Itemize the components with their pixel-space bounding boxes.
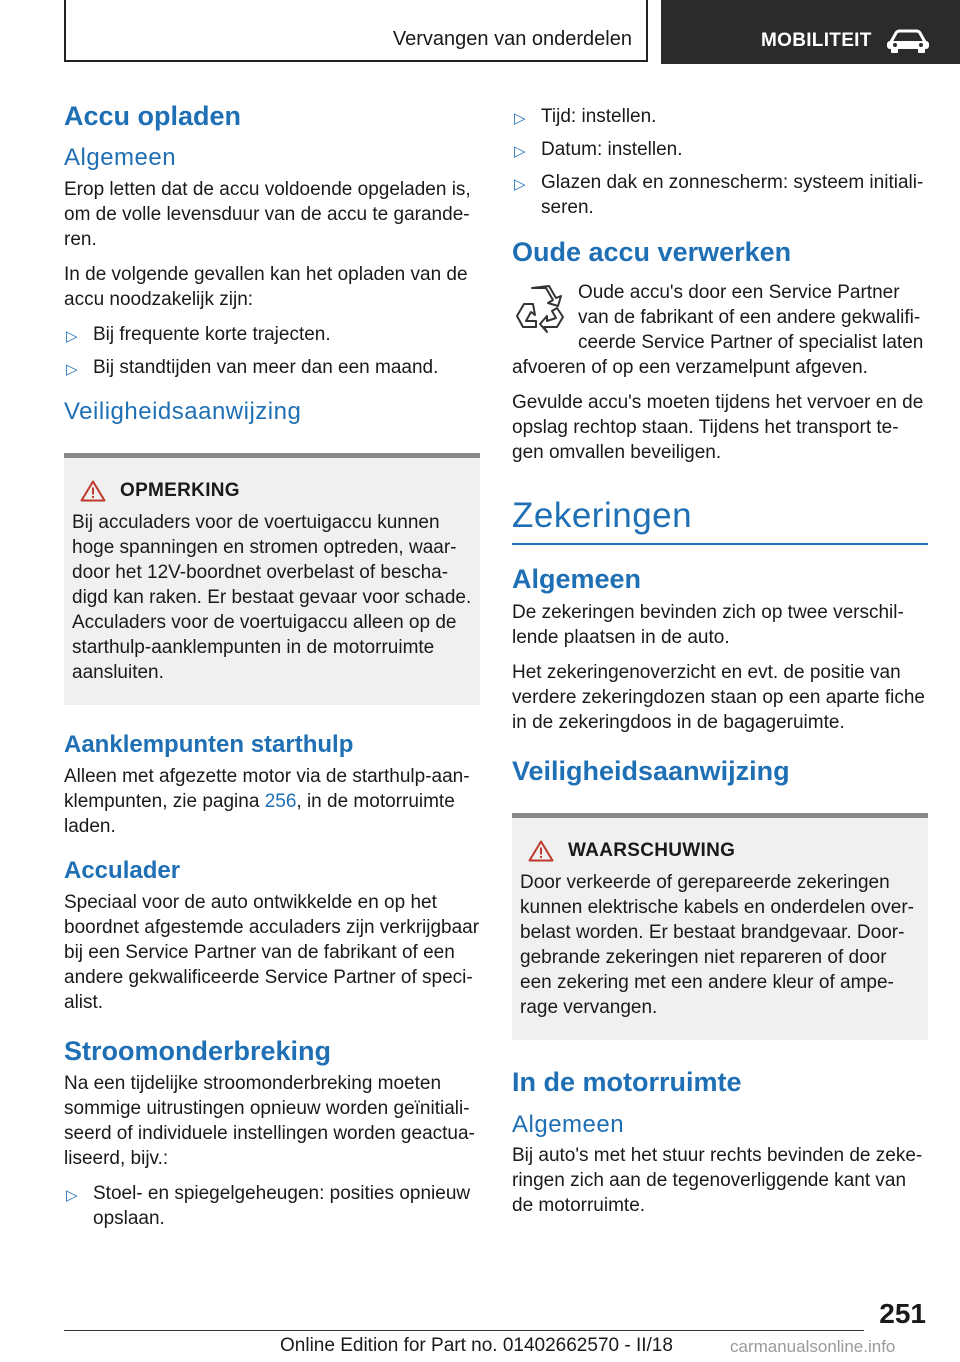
- heading-accu-opladen: Accu opladen: [64, 101, 242, 131]
- watermark: carmanualsonline.info: [730, 1337, 896, 1356]
- footer-divider: [64, 1330, 864, 1331]
- car-icon: [885, 28, 931, 54]
- paragraph: Erop letten dat de accu voldoende opgeladen is, om de volle levensduur van de accu te garande-ren.: [64, 179, 471, 251]
- page-header: [0, 0, 960, 66]
- paragraph: Alleen met afgezette motor via de starthulp-aan-klempunten, zie pagina 256, in de motorruimte laden.: [64, 765, 470, 837]
- notice-title: WAARSCHUWING: [568, 840, 736, 862]
- paragraph: Na een tijdelijke stroomonderbreking moeten sommige uitrustingen opnieuw worden geïnitiali-seerd of individuele instellingen worden geactua-liseerd, bijv.:: [64, 1072, 475, 1169]
- notice-header: [520, 840, 920, 862]
- bullet-list: [512, 104, 928, 220]
- right-column: [512, 104, 928, 1228]
- triangle-bullet-icon: ▷: [66, 328, 78, 346]
- heading-algemeen: Algemeen: [512, 564, 642, 595]
- heading-algemeen: Algemeen: [512, 1110, 625, 1138]
- notice-box: [512, 813, 928, 1040]
- notice-title: OPMERKING: [120, 479, 240, 501]
- paragraph: De zekeringen bevinden zich op twee verschil-lende plaatsen in de auto.: [512, 601, 904, 648]
- notice-text: Door verkeerde of gerepareerde zekeringen kunnen elektrische kabels en onderdelen over-belast worden. Er bestaat brandgevaar. Door-gebrande zekeringen niet repareren of door een zekering met een andere kleur of ampe-rage vervangen.: [520, 872, 914, 1019]
- list-item: ▷ Datum: instellen.: [512, 137, 928, 162]
- paragraph: Oude accu's door een Service Partner van de fabrikant of een andere gekwalifi-ceerde Service Partner of specialist laten afvoeren of op een verzamelpunt afgeven.: [512, 282, 924, 379]
- page-number: 251: [879, 1298, 926, 1329]
- heading-zekeringen: Zekeringen: [512, 495, 928, 545]
- page-link[interactable]: 256: [264, 790, 297, 812]
- triangle-bullet-icon: ▷: [514, 143, 526, 160]
- edition-text: Online Edition for Part no. 01402662570 - II/18: [280, 1335, 673, 1356]
- chapter-box: [64, 0, 648, 62]
- bullet-list: [64, 322, 480, 380]
- notice-box: [64, 453, 480, 705]
- warning-icon: [528, 840, 554, 862]
- heading-veiligheidsaanwijzing: Veiligheidsaanwijzing: [64, 398, 302, 426]
- heading-algemeen: Algemeen: [64, 144, 177, 172]
- chapter-title: Vervangen van onderdelen: [392, 28, 632, 50]
- list-item: ▷ Glazen dak en zonnescherm: systeem initiali-seren.: [514, 172, 924, 218]
- heading-acculader: Acculader: [64, 856, 181, 884]
- heading-stroomonderbreking: Stroomonderbreking: [64, 1035, 332, 1066]
- list-item: ▷ Bij standtijden van meer dan een maand.: [64, 355, 480, 380]
- paragraph: In de volgende gevallen kan het opladen van de accu noodzakelijk zijn:: [64, 264, 468, 311]
- list-item: ▷ Bij frequente korte trajecten.: [64, 322, 480, 347]
- left-column: [64, 100, 480, 1241]
- list-item: ▷ Stoel- en spiegelgeheugen: posities opnieuw opslaan.: [66, 1182, 471, 1229]
- recycle-icon: [512, 282, 566, 336]
- warning-icon: [80, 480, 106, 502]
- bullet-list: [64, 1181, 480, 1231]
- triangle-bullet-icon: ▷: [66, 1186, 78, 1204]
- triangle-bullet-icon: ▷: [66, 361, 78, 379]
- paragraph: Het zekeringenoverzicht en evt. de positie van verdere zekeringdozen staan op een aparte fiche in de zekeringdoos in de bagageruimte.: [512, 661, 925, 733]
- paragraph: Speciaal voor de auto ontwikkelde en op het boordnet afgestemde acculaders zijn verkrijgbaar bij een Service Partner van de fabrikant of een andere gekwalificeerde Service Partner of speci-alist.: [64, 891, 480, 1013]
- section-title: MOBILITEIT: [761, 30, 872, 51]
- triangle-bullet-icon: ▷: [514, 176, 526, 193]
- notice-header: [72, 480, 472, 502]
- paragraph: Gevulde accu's moeten tijdens het vervoer en de opslag rechtop staan. Tijdens het transport te-gen omvallen beveiligen.: [512, 392, 924, 464]
- list-item: ▷ Tijd: instellen.: [512, 104, 928, 129]
- section-tab: [661, 0, 960, 64]
- heading-oude-accu: Oude accu verwerken: [512, 237, 792, 267]
- notice-text: Bij acculaders voor de voertuigaccu kunnen hoge spanningen en stromen optreden, waar-door het 12V-boordnet overbelast of bescha-digd kan raken. Er bestaat gevaar voor schade. Acculaders voor de voertuigaccu alleen op de starthulp-aanklempunten in de motorruimte aansluiten.: [72, 511, 472, 683]
- heading-veiligheidsaanwijzing: Veiligheidsaanwijzing: [512, 755, 790, 786]
- triangle-bullet-icon: ▷: [514, 110, 526, 127]
- recycle-paragraph: [512, 280, 928, 380]
- heading-in-de-motorruimte: In de motorruimte: [512, 1067, 742, 1098]
- heading-aanklempunten: Aanklempunten starthulp: [64, 730, 354, 758]
- paragraph: Bij auto's met het stuur rechts bevinden de zeke-ringen zich aan de tegenoverliggende kant van de motorruimte.: [512, 1145, 923, 1217]
